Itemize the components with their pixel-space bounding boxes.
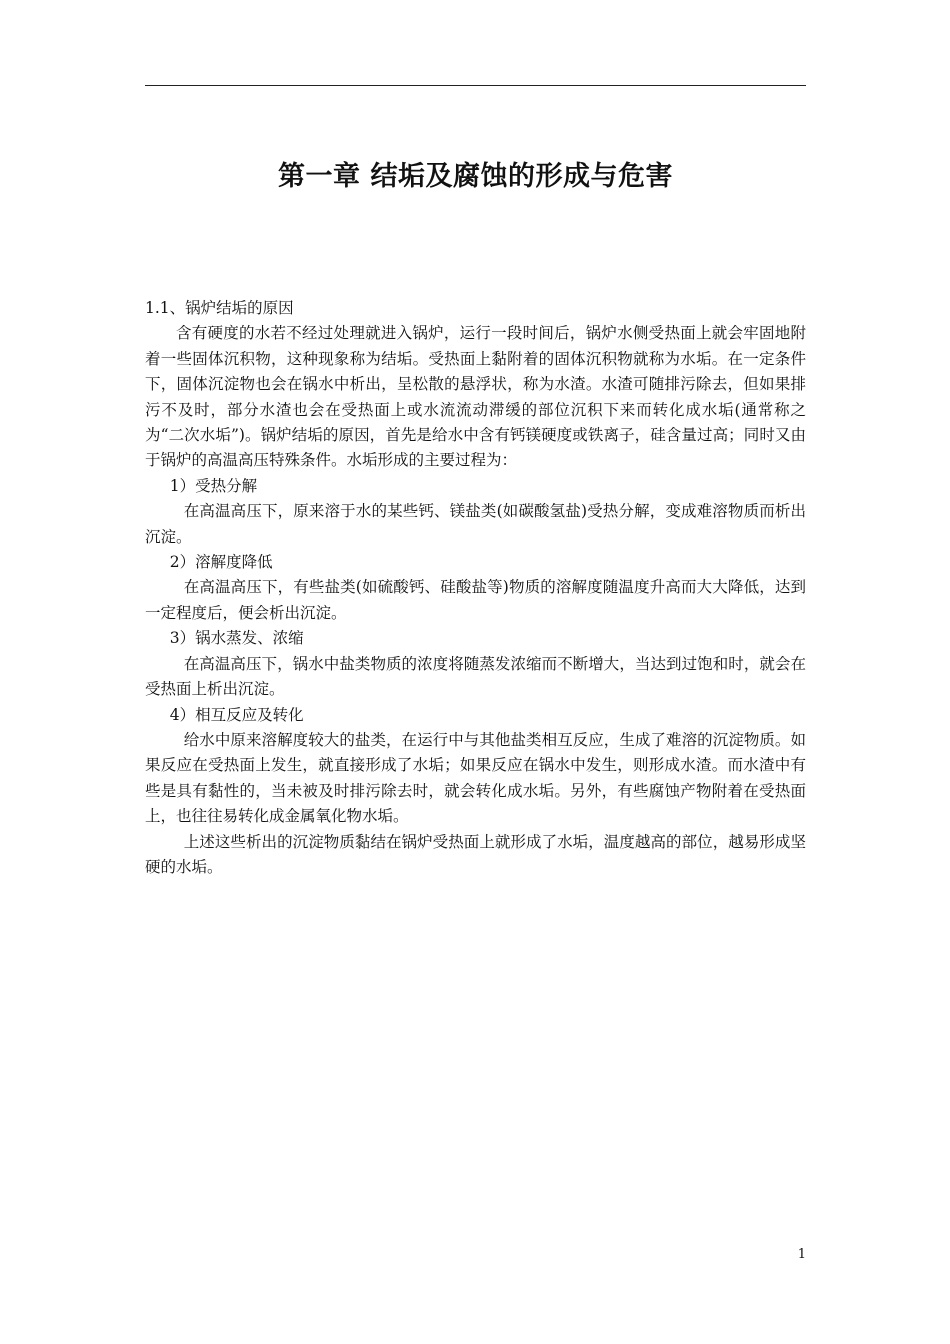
item-text-1: 在高温高压下，原来溶于水的某些钙、镁盐类(如碳酸氢盐)受热分解，变成难溶物质而析出沉淀。 — [145, 502, 806, 546]
item-heading-4: 4）相互反应及转化 — [169, 705, 304, 724]
intro-paragraph: 含有硬度的水若不经过处理就进入锅炉，运行一段时间后，锅炉水侧受热面上就会牢固地附着一些固体沉积物，这种现象称为结垢。受热面上黏附着的固体沉积物就称为水垢。在一定条件下，固体沉淀物也会在锅水中析出，呈松散的悬浮状，称为水渣。水渣可随排污除去，但如果排污不及时，部分水渣也会在受热面上或水流流动滞缓的部位沉积下来而转化成水垢(通常称之为“二次水垢”)。锅炉结垢的原因，首先是给水中含有钙镁硬度或铁离子，硅含量过高；同时又由于锅炉的高温高压特殊条件。水垢形成的主要过程为： — [145, 324, 806, 470]
page-number: 1 — [797, 1247, 806, 1262]
chapter-title: 第一章 结垢及腐蚀的形成与危害 — [278, 161, 673, 192]
item-heading-3: 3）锅水蒸发、浓缩 — [169, 629, 304, 648]
item-text-4: 给水中原来溶解度较大的盐类，在运行中与其他盐类相互反应，生成了难溶的沉淀物质。如果反应在受热面上发生，就直接形成了水垢；如果反应在锅水中发生，则形成水渣。而水渣中有些是具有黏性的，当未被及时排污除去时，就会转化成水垢。另外，有些腐蚀产物附着在受热面上，也往往易转化成金属氧化物水垢。 — [145, 730, 806, 826]
item-text-2: 在高温高压下，有些盐类(如硫酸钙、硅酸盐等)物质的溶解度随温度升高而大大降低，达到一定程度后，便会析出沉淀。 — [145, 578, 806, 622]
item-heading-1: 1）受热分解 — [169, 476, 258, 495]
section-body — [145, 296, 806, 880]
item-text-3: 在高温高压下，锅水中盐类物质的浓度将随蒸发浓缩而不断增大，当达到过饱和时，就会在受热面上析出沉淀。 — [145, 654, 806, 699]
conclusion-paragraph: 上述这些析出的沉淀物质黏结在锅炉受热面上就形成了水垢，温度越高的部位，越易形成坚硬的水垢。 — [145, 832, 806, 876]
section-heading: 1.1、锅炉结垢的原因 — [145, 299, 294, 317]
header-rule — [145, 85, 806, 86]
item-heading-2: 2）溶解度降低 — [169, 553, 273, 572]
